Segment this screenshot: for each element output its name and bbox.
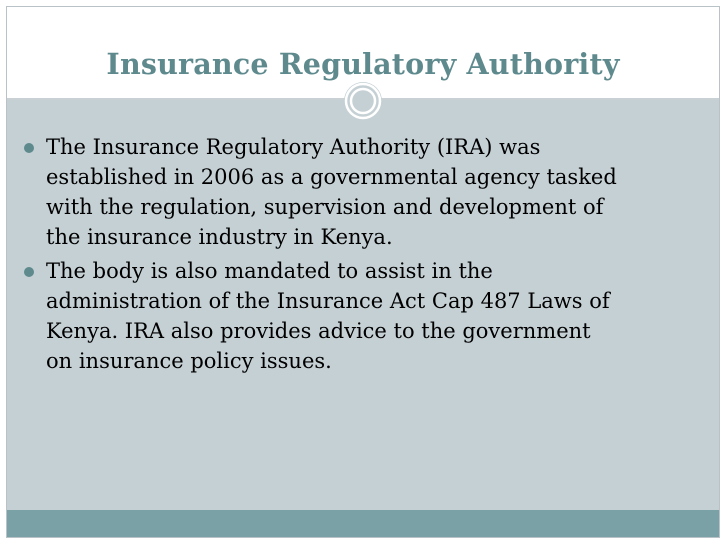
footer-bar xyxy=(7,510,719,537)
bullet-dot-icon xyxy=(24,267,34,277)
bullet-line: The body is also mandated to assist in the xyxy=(46,259,493,283)
circle-ornament-icon xyxy=(344,82,382,120)
bullet-line: administration of the Insurance Act Cap 487 Laws of xyxy=(46,289,610,313)
slide-title: Insurance Regulatory Authority xyxy=(106,47,620,81)
bullet-line: Kenya. IRA also provides advice to the government xyxy=(46,319,591,343)
bullet-line: The Insurance Regulatory Authority (IRA) was xyxy=(46,135,541,159)
bullet-item xyxy=(24,256,704,376)
bullet-line: with the regulation, supervision and development of xyxy=(46,195,604,219)
bullet-line: the insurance industry in Kenya. xyxy=(46,225,393,249)
bullet-item xyxy=(24,132,704,252)
bullet-dot-icon xyxy=(24,143,34,153)
bullet-list xyxy=(24,132,704,380)
bullet-line: established in 2006 as a governmental agency tasked xyxy=(46,165,617,189)
bullet-line: on insurance policy issues. xyxy=(46,349,332,373)
